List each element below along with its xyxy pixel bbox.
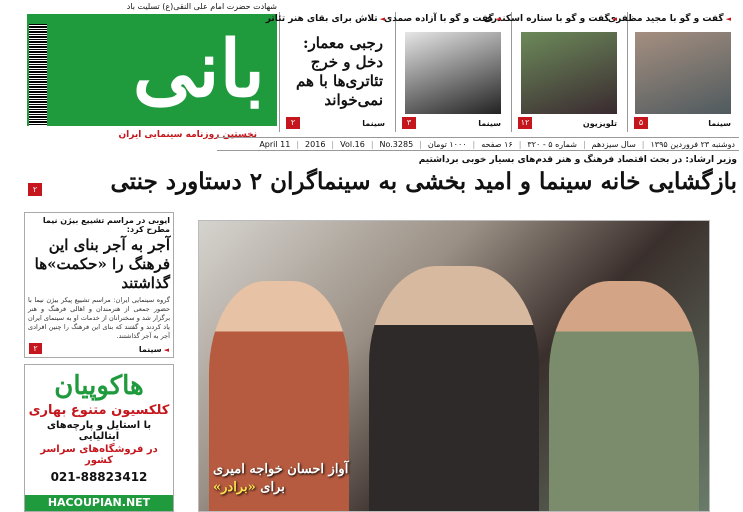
teaser-photo xyxy=(635,32,731,114)
logo-text: بانی xyxy=(132,24,265,115)
side-kicker: ایوبی در مراسم تشییع بیژن نیما مطرح کرد: xyxy=(42,216,170,234)
barcode-icon xyxy=(29,24,47,126)
page-number: ۵ xyxy=(634,117,648,129)
caption-line: برای xyxy=(260,480,285,495)
masthead xyxy=(27,2,277,152)
page-number: ۳ xyxy=(402,117,416,129)
volume-en: Vol.16 xyxy=(340,139,365,149)
ad-url-link[interactable]: HACOUPIAN.NET xyxy=(25,495,173,511)
newspaper-logo[interactable] xyxy=(27,14,277,126)
photo-figure xyxy=(549,281,699,511)
photo-caption xyxy=(213,461,348,497)
date-bar: دوشنبه ۲۳ فروردین ۱۳۹۵ | سال سیزدهم | شماره ۵ - ۳۲۰ | ۱۶ صفحه | ۱۰۰۰ تومان | No.3285 | Vol.16 | 2016 | April 11 xyxy=(217,137,739,151)
ad-line: با استایل و پارچه‌های ایتالیایی xyxy=(46,420,152,442)
teaser-title: ◄ گفت و گو با مجید مظفری xyxy=(608,14,731,24)
teaser-theatre[interactable] xyxy=(265,12,391,132)
teaser-tag: سینما xyxy=(478,119,501,128)
side-title: آجر به آجر بنای این فرهنگ را «حکمت»ها گذاشتند xyxy=(34,236,170,292)
teaser-tag: سینما xyxy=(708,119,731,128)
issue-date: دوشنبه ۲۳ فروردین ۱۳۹۵ xyxy=(650,139,735,149)
teaser-mozaffari[interactable] xyxy=(607,12,737,132)
teaser-title: ◄ تلاش برای بقای هنر تئاتر xyxy=(266,14,385,24)
page-number: ۲ xyxy=(286,117,300,129)
page-number: ۲ xyxy=(29,343,42,354)
caption-line: آواز احسان خواجه امیری xyxy=(213,462,349,477)
teaser-tag: سینما xyxy=(362,119,385,128)
caption-accent: «برادر» xyxy=(213,480,256,495)
issue-number: شماره ۵ - ۳۲۰ xyxy=(527,139,577,149)
ad-headline: کلکسیون متنوع بهاری xyxy=(28,403,170,418)
page-number: ۲ xyxy=(28,183,42,196)
teaser-samadi[interactable] xyxy=(384,12,507,132)
teaser-quote: رجبی معمار: دخل و خرج تئاتری‌ها با هم نمی‌خواند xyxy=(295,34,383,109)
side-tag: ◄ سینما xyxy=(139,345,169,354)
side-body: گروه سینمایی ایران: مراسم تشییع پیکر بیژن نیما با حضور جمعی از هنرمندان و اهالی فرهنگ و هنر برگزار شد و سخنرانان از خدمات او به سینمای ایران یاد کردند و گفتند که بنای این فرهنگ را چنین افرادی آجر به آجر گذاشتند. xyxy=(28,296,170,340)
teaser-photo xyxy=(521,32,617,114)
year-en: 2016 xyxy=(305,139,326,149)
price: ۱۰۰۰ تومان xyxy=(427,139,467,149)
ad-phone: 021-88823412 xyxy=(50,470,148,484)
teaser-title: ◄ گفت و گو با ستاره اسکندری xyxy=(484,14,617,24)
side-story[interactable] xyxy=(24,212,174,358)
main-headline[interactable]: بازگشایی خانه سینما و امید بخشی به سینماگران ۲ دستاورد جنتی xyxy=(110,168,737,195)
photo-figure xyxy=(369,266,539,511)
page-number: ۱۲ xyxy=(518,117,532,129)
teaser-photo xyxy=(405,32,501,114)
page-count: ۱۶ صفحه xyxy=(481,139,513,149)
masthead-slogan: شهادت حضرت امام علی النقی(ع) تسلیت باد xyxy=(126,2,277,11)
ad-line: در فروشگاه‌های سراسر کشور xyxy=(40,444,158,466)
issue-year: سال سیزدهم xyxy=(591,139,636,149)
masthead-tagline: نخستین روزنامه سینمایی ایران xyxy=(118,130,257,140)
main-photo[interactable] xyxy=(198,220,710,512)
teaser-tag: تلویزیون xyxy=(582,119,617,128)
advertisement[interactable] xyxy=(24,364,174,512)
teaser-title: ◄ گفت و گو با آزاده صمدی xyxy=(384,14,501,24)
issue-number-en: No.3285 xyxy=(379,139,414,149)
headline-kicker: وزیر ارشاد: در بحث اقتصاد فرهنگ و هنر قدم‌های بسیار خوبی برداشتیم xyxy=(418,155,737,165)
date-en: April 11 xyxy=(259,139,291,149)
ad-brand: هاکوپیان xyxy=(54,371,144,401)
